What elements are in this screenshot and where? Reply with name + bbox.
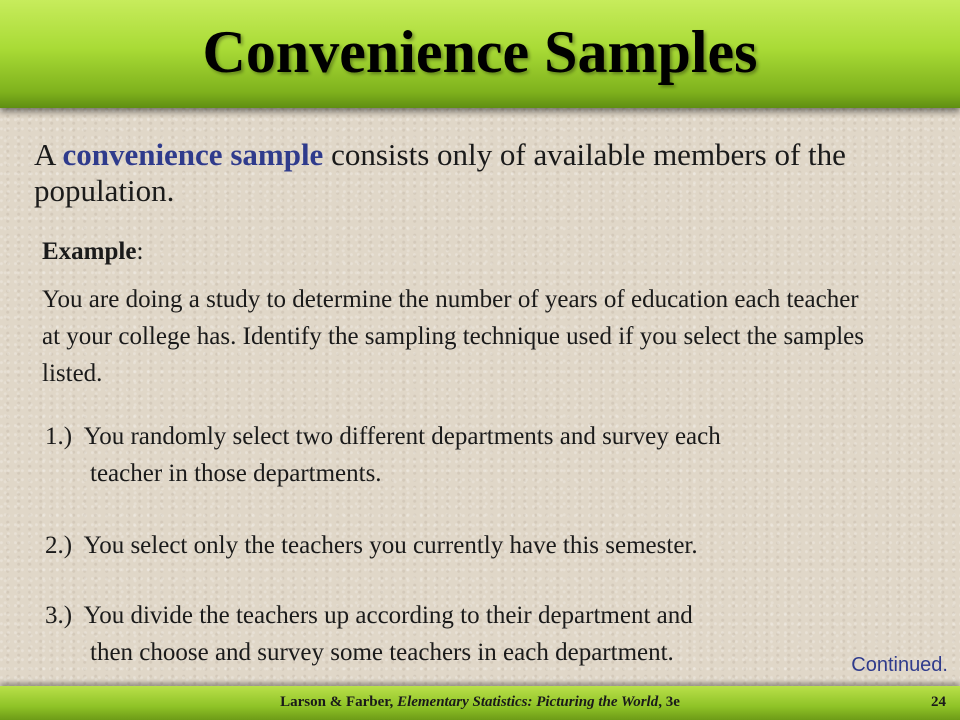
item-number: 2.) xyxy=(45,532,73,559)
example-text: You are doing a study to determine the number of years of education each teacher at your college has. Identify the sampling technique used if you select the samples listed. xyxy=(42,286,864,387)
definition-prefix: A xyxy=(34,137,63,172)
footer-edition: , 3e xyxy=(658,694,680,710)
page-number: 24 xyxy=(931,694,946,710)
footer-book-title: Elementary Statistics: Picturing the World xyxy=(397,694,659,710)
footer-bar xyxy=(0,686,960,720)
list-item xyxy=(45,527,915,564)
item-line1: You select only the teachers you currently have this semester. xyxy=(83,532,698,559)
example-heading xyxy=(42,233,143,270)
item-line2: then choose and survey some teachers in each department. xyxy=(90,639,674,666)
footer-credit xyxy=(0,694,960,711)
item-line1: You randomly select two different departments and survey each xyxy=(83,423,721,450)
footer-authors: Larson & Farber, xyxy=(280,694,398,710)
list-item xyxy=(45,418,915,492)
definition-term: convenience sample xyxy=(62,137,324,172)
definition xyxy=(34,137,934,209)
item-number: 1.) xyxy=(45,423,73,450)
item-line2: teacher in those departments. xyxy=(90,460,382,487)
item-line1: You divide the teachers up according to their department and xyxy=(83,602,693,629)
example-colon: : xyxy=(136,238,144,265)
example-label: Example xyxy=(42,238,137,265)
item-number: 3.) xyxy=(45,602,73,629)
continued-link[interactable]: Continued. xyxy=(851,654,948,676)
title-bar xyxy=(0,0,960,108)
list-item xyxy=(45,597,915,671)
slide-title: Convenience Samples xyxy=(202,19,758,85)
definition-rest: consists only of available members of the population. xyxy=(34,137,846,208)
